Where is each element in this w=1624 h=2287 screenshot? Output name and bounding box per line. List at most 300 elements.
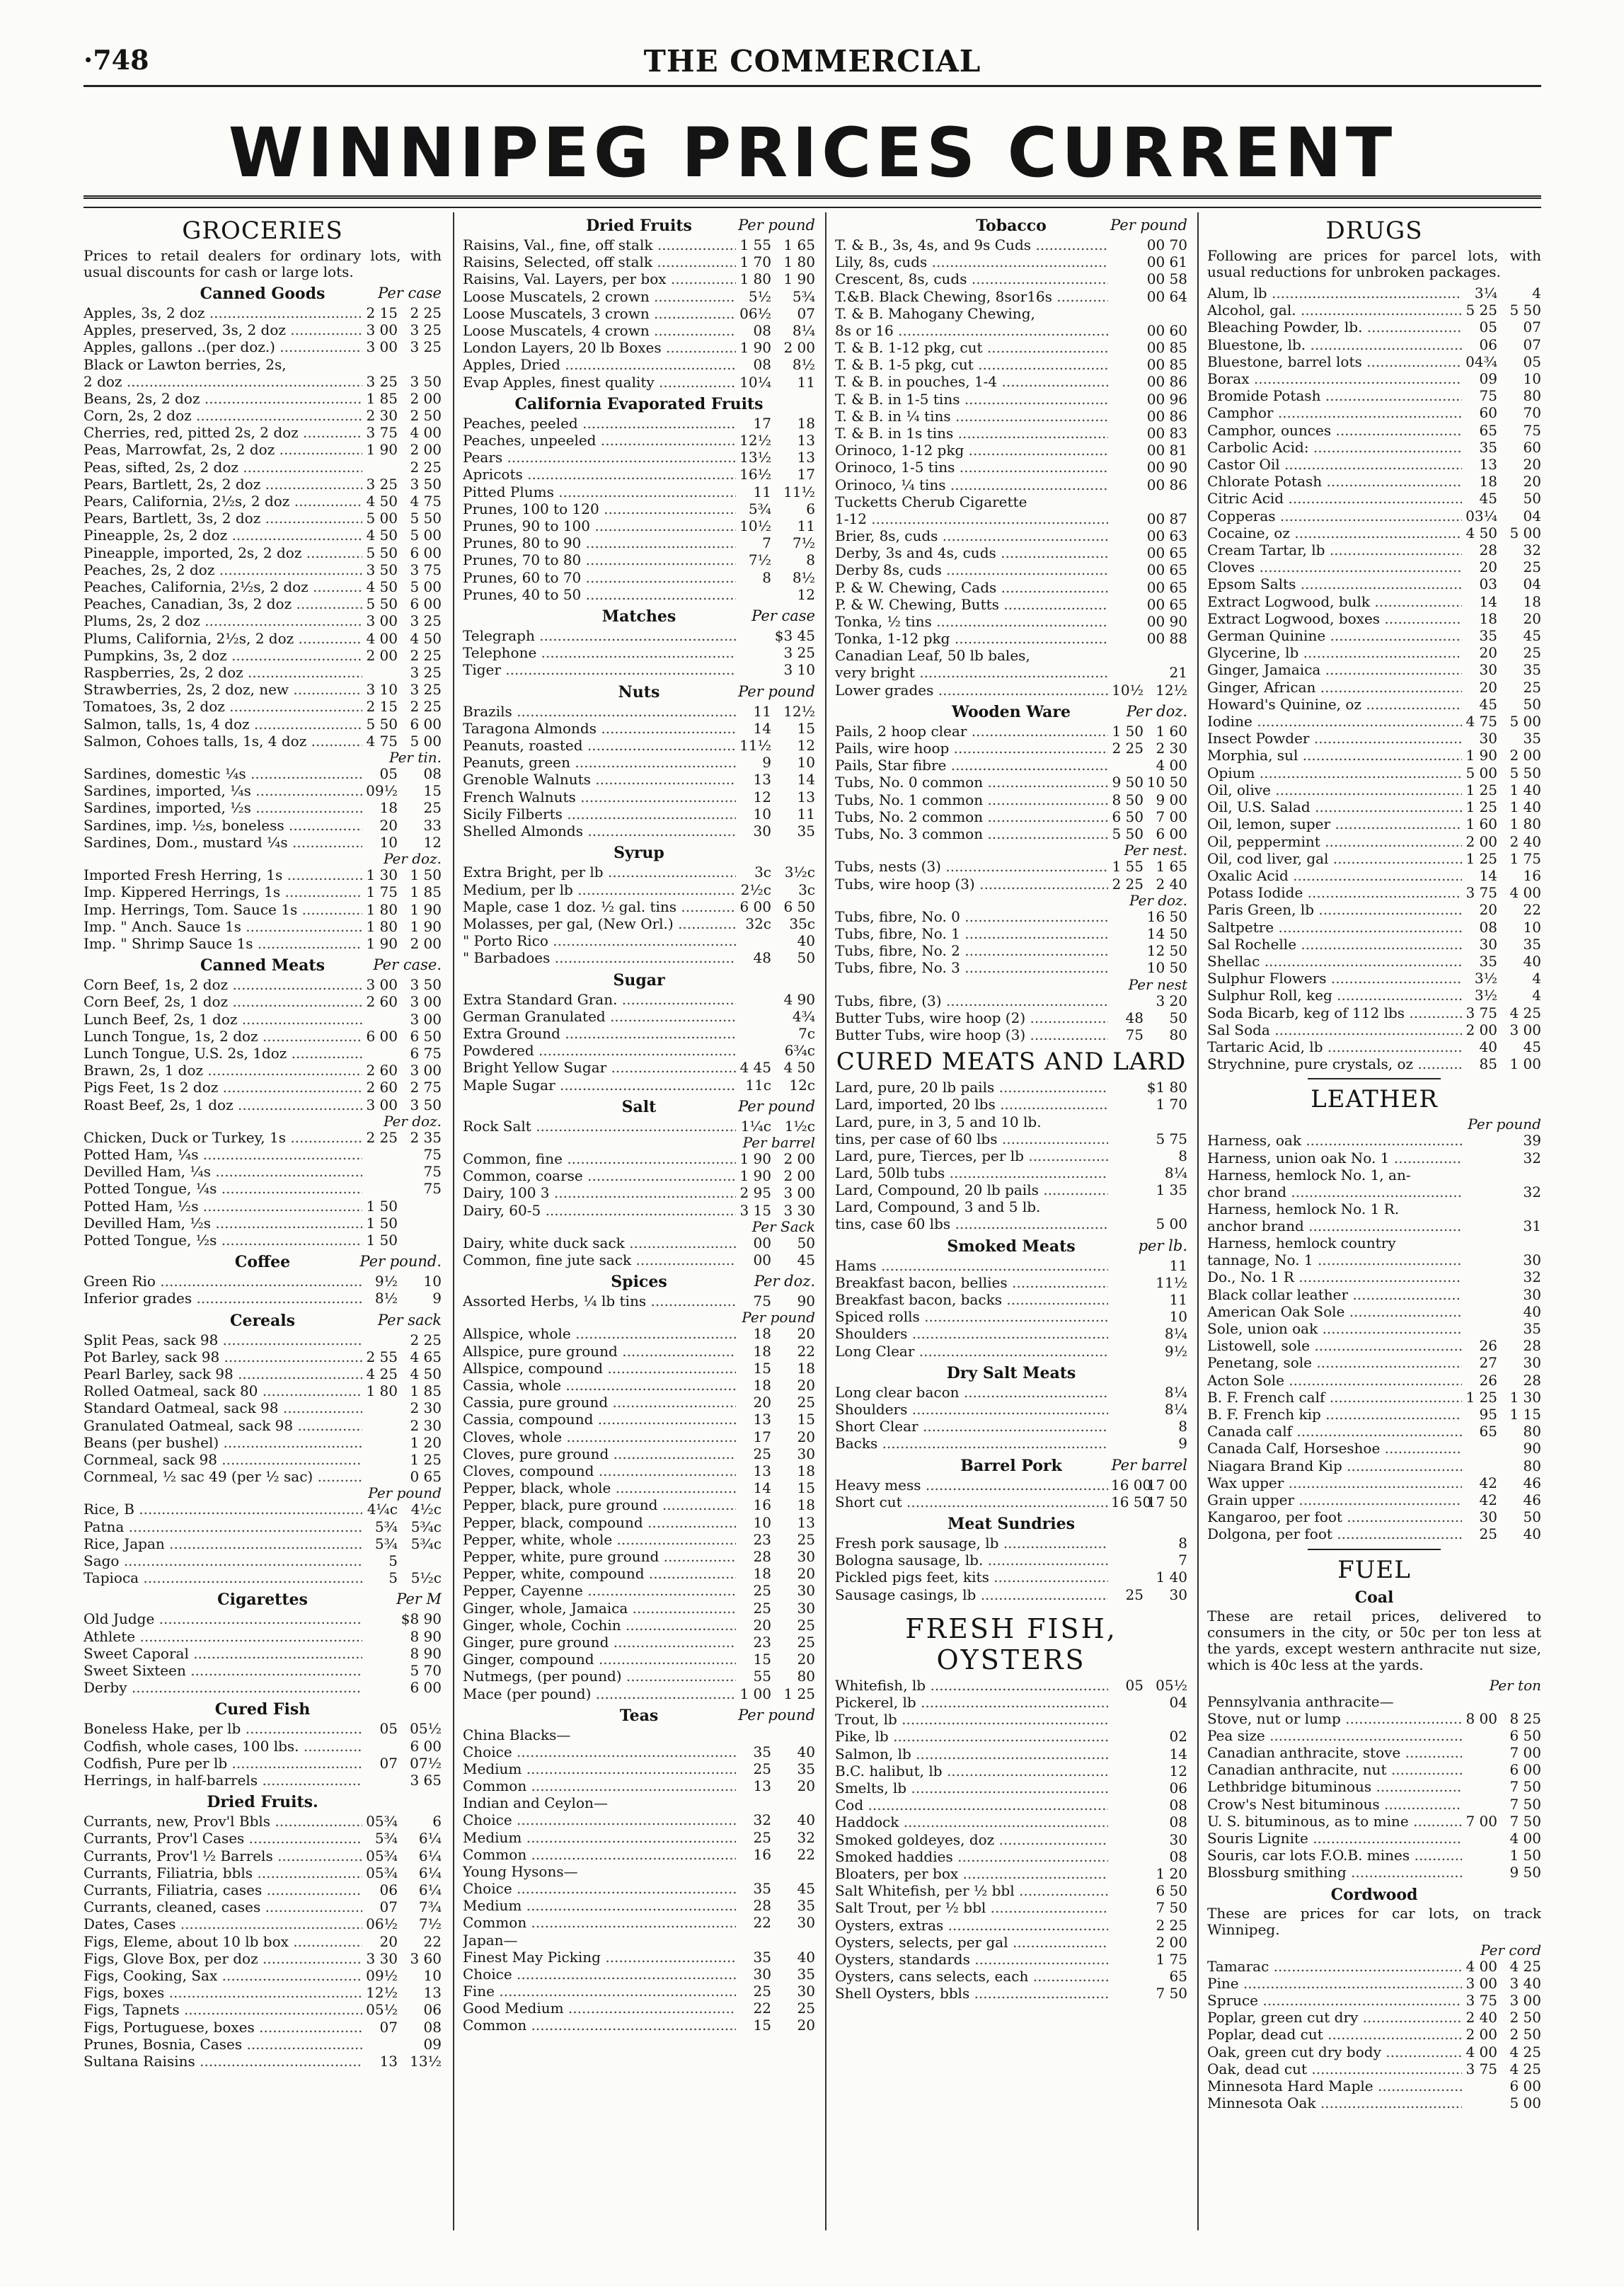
item-name: Sole, union oak .....: [1207, 1320, 1462, 1337]
price-row: [463, 1428, 815, 1445]
price-low: 10½: [739, 517, 771, 535]
price-row: [835, 373, 1187, 390]
price-low: 5 00: [1465, 764, 1497, 781]
price-row: [83, 901, 442, 918]
price-low: 1 55: [1112, 858, 1144, 876]
price-high: 28: [1523, 1371, 1541, 1389]
item-name: Iodine .....: [1207, 713, 1462, 730]
price-high: 50: [1523, 1508, 1541, 1526]
price-high: 1 90: [410, 900, 442, 918]
subsection-title: Dried Fruits.: [207, 1793, 318, 1812]
item-name: Currants, Filiatria, cases .....: [83, 1881, 362, 1898]
item-name: Extra Standard Gran. .....: [463, 991, 736, 1008]
item-name: Tubs, No. 3 common .....: [835, 825, 1108, 842]
price-high: 8¼: [1164, 1325, 1187, 1343]
price-row: [463, 1897, 815, 1914]
price-high: 50: [1523, 490, 1541, 508]
price-high: 6 50: [1156, 1882, 1187, 1900]
item-name: Stove, nut or lump .....: [1207, 1710, 1462, 1727]
price-row: [463, 881, 815, 898]
item-name: Tubs, No. 2 common .....: [835, 808, 1108, 825]
price-row: [463, 932, 815, 949]
item-name: London Layers, 20 lb Boxes .....: [463, 339, 736, 356]
item-name: Figs, Portuguese, boxes .....: [83, 2019, 362, 2036]
price-row: [83, 476, 442, 493]
price-high: 2 25: [410, 304, 442, 321]
item-name: Bromide Potash .....: [1207, 387, 1462, 404]
price-row: [835, 442, 1187, 459]
price-low: 05: [1479, 319, 1497, 336]
price-row: [83, 1468, 442, 1485]
item-name: Bologna sausage, lb. .....: [835, 1552, 1108, 1569]
price-high: 1 80: [1509, 815, 1541, 833]
price-row: [463, 644, 815, 661]
price-row: [835, 858, 1187, 875]
item-name: Dates, Cases .....: [83, 1915, 362, 1932]
unit-label: Per pound: [738, 1706, 815, 1724]
price-high: 32: [1523, 1268, 1541, 1286]
price-row: [835, 1096, 1187, 1113]
item-name: Long Clear .....: [835, 1343, 1108, 1360]
price-row: [463, 771, 815, 788]
price-high: 6 50: [410, 1027, 442, 1045]
subsection-title: Dried Fruits: [586, 217, 692, 235]
item-name: Raisins, Val. Layers, per box .....: [463, 270, 736, 287]
price-row: [83, 493, 442, 510]
price-row: [835, 1813, 1187, 1830]
price-row: [835, 1308, 1187, 1325]
item-name: Wax upper .....: [1207, 1474, 1462, 1491]
unit-label: Per pound: [1110, 217, 1187, 234]
price-row: [463, 1617, 815, 1634]
price-row: [1207, 353, 1541, 370]
item-name: " Porto Rico .....: [463, 932, 736, 949]
price-high: 16 50: [1146, 907, 1187, 925]
price-high: 4 25: [1509, 1957, 1541, 1975]
item-name: Evap Apples, finest quality .....: [463, 374, 736, 391]
price-low: 13: [753, 1777, 771, 1795]
price-low: 1 90: [1465, 747, 1497, 764]
price-low: 00: [753, 1251, 771, 1268]
column-drugs: [1207, 212, 1541, 2230]
price-row: [1207, 1251, 1541, 1268]
item-name: Dolgona, per foot .....: [1207, 1525, 1462, 1542]
price-row: [835, 322, 1187, 339]
item-name: Oil, lemon, super .....: [1207, 815, 1462, 832]
item-name: Spruce .....: [1207, 1992, 1462, 2009]
price-high: 8 90: [410, 1627, 442, 1645]
item-name: tins, per case of 60 lbs .....: [835, 1130, 1108, 1147]
price-high: 22: [797, 1845, 815, 1863]
unit-label: Per case.: [373, 956, 442, 974]
item-name: Pike, lb .....: [835, 1728, 1108, 1745]
price-high: 2 00: [783, 1150, 815, 1167]
price-low: 3¼: [1474, 285, 1497, 302]
item-name: Cream Tartar, lb .....: [1207, 541, 1462, 558]
price-high: 22: [1523, 901, 1541, 919]
price-low: 22: [753, 1914, 771, 1932]
unit-label: Per nest: [1128, 975, 1187, 993]
item-name: Choice .....: [463, 1743, 736, 1760]
price-row: [463, 1394, 815, 1411]
price-row: [83, 510, 442, 527]
price-high: 05: [1523, 352, 1541, 370]
price-high: 00 65: [1146, 544, 1187, 562]
item-name: Oil, U.S. Salad .....: [1207, 798, 1462, 815]
price-row: [463, 1025, 815, 1042]
price-low: 27: [1479, 1354, 1497, 1372]
price-high: 2 75: [410, 1079, 442, 1096]
price-high: 00 65: [1146, 595, 1187, 613]
price-low: 30: [753, 822, 771, 840]
price-low: 2 00: [366, 646, 398, 664]
price-row: [83, 527, 442, 544]
item-name: Imp. Kippered Herrings, 1s .....: [83, 883, 362, 900]
price-low: 18: [379, 799, 398, 817]
price-row: [1207, 2026, 1541, 2043]
price-high: 5 00: [1509, 524, 1541, 541]
item-name: Smoked goldeyes, doz .....: [835, 1831, 1108, 1848]
item-name: Lard, imported, 20 lbs .....: [835, 1096, 1108, 1113]
item-name: Rock Salt .....: [463, 1118, 736, 1135]
price-low: 04¾: [1465, 352, 1497, 370]
price-low: 30: [1479, 935, 1497, 953]
item-name: Canadian anthracite, nut .....: [1207, 1761, 1462, 1778]
price-high: 3 00: [783, 1184, 815, 1202]
price-high: 5 00: [1509, 2094, 1541, 2112]
price-high: 25: [797, 1530, 815, 1548]
item-name: Brawn, 2s, 1 doz .....: [83, 1062, 362, 1079]
price-row: [835, 1535, 1187, 1552]
price-high: 6 00: [410, 595, 442, 613]
price-high: 2 50: [1509, 2009, 1541, 2027]
price-row: [835, 959, 1187, 976]
price-row: [463, 2017, 815, 2034]
item-name: Lunch Beef, 2s, 1 doz .....: [83, 1011, 362, 1028]
price-row: [83, 1535, 442, 1552]
subsection-title: Salt: [621, 1097, 657, 1116]
price-row: [1207, 593, 1541, 610]
price-low: 11: [753, 483, 771, 500]
unit-label: Per sack: [377, 1311, 442, 1329]
price-row: [1207, 575, 1541, 592]
item-name: Oysters, selects, per gal .....: [835, 1934, 1108, 1951]
price-high: 8 90: [410, 1644, 442, 1662]
item-name: Minnesota Hard Maple .....: [1207, 2077, 1462, 2094]
price-high: 1 80: [783, 253, 815, 271]
column-dried-fruits: [463, 212, 815, 2230]
price-high: 75: [1523, 421, 1541, 439]
price-high: 1 75: [1509, 849, 1541, 867]
price-high: 08: [423, 2018, 442, 2036]
price-low: 1 50: [366, 1197, 398, 1215]
price-low: 3 25: [366, 475, 398, 493]
item-name: Potass Iodide .....: [1207, 884, 1462, 901]
price-high: 15: [797, 1479, 815, 1497]
price-high: 8: [1178, 1147, 1187, 1164]
item-name: Fresh pork sausage, lb .....: [835, 1535, 1108, 1552]
price-high: 5½c: [410, 1569, 442, 1587]
item-name: Extra Ground .....: [463, 1025, 736, 1042]
price-row: [835, 1865, 1187, 1882]
price-row: [83, 2053, 442, 2070]
item-name: Powdered .....: [463, 1042, 736, 1059]
unit-label: Per barrel: [742, 1133, 815, 1151]
price-high: 8¼: [1164, 1164, 1187, 1181]
entry-heading: Canadian Leaf, 50 lb bales,: [835, 647, 1030, 665]
price-high: 07: [1523, 319, 1541, 336]
item-name: Imp. " Shrimp Sauce 1s .....: [83, 935, 362, 952]
price-high: 11: [1169, 1256, 1187, 1274]
price-low: 55: [753, 1668, 771, 1685]
item-name: Pepper, black, whole .....: [463, 1479, 736, 1496]
price-row: [1207, 1038, 1541, 1055]
price-row: [83, 1062, 442, 1079]
subsection-title: Matches: [601, 607, 676, 626]
price-row: [83, 1898, 442, 1915]
price-high: 00 64: [1146, 287, 1187, 305]
price-row: [463, 1548, 815, 1565]
price-high: 11½: [783, 483, 815, 500]
price-low: 1 25: [1465, 1388, 1497, 1406]
item-name: Rice, B .....: [83, 1501, 362, 1518]
item-name: Strychnine, pure crystals, oz .....: [1207, 1055, 1462, 1072]
price-high: 11½: [1156, 1273, 1187, 1291]
price-high: 10: [1169, 1308, 1187, 1326]
item-name: Tiger .....: [463, 661, 736, 678]
item-name: Cloves, pure ground .....: [463, 1445, 736, 1462]
subsection-title: Coal: [1354, 1588, 1394, 1607]
subsection-title: Smoked Meats: [947, 1237, 1076, 1256]
price-row: [83, 1864, 442, 1881]
price-row: [83, 1180, 442, 1197]
price-low: 05¾: [366, 1813, 398, 1830]
price-row: [1207, 1813, 1541, 1830]
item-name: Assorted Herbs, ¼ lb tins .....: [463, 1292, 736, 1309]
price-low: 1 90: [366, 934, 398, 952]
section-rule: [1308, 1549, 1441, 1550]
price-row: [463, 1325, 815, 1342]
price-row: [463, 1668, 815, 1685]
price-high: 1 90: [783, 270, 815, 288]
item-name: Haddock .....: [835, 1813, 1108, 1830]
item-name: Loose Muscatels, 3 crown .....: [463, 305, 736, 322]
price-row: [463, 1462, 815, 1479]
price-high: 07: [1523, 336, 1541, 353]
item-name: Shellac .....: [1207, 953, 1462, 970]
item-name: Finest May Picking .....: [463, 1949, 736, 1966]
item-name: Sweet Caporal .....: [83, 1645, 362, 1662]
price-low: 35: [1479, 438, 1497, 456]
item-name: Extra Bright, per lb .....: [463, 864, 736, 881]
price-row: [1207, 2094, 1541, 2111]
price-high: 22: [797, 1342, 815, 1360]
price-low: 4 00: [1465, 1957, 1497, 1975]
price-high: 3 25: [410, 664, 442, 682]
item-name: Pickerel, lb .....: [835, 1694, 1108, 1711]
item-name: Sweet Sixteen .....: [83, 1662, 362, 1679]
price-low: 3 00: [366, 321, 398, 339]
price-high: 6 00: [410, 1737, 442, 1755]
item-name: Common .....: [463, 1914, 736, 1931]
price-row: [83, 1772, 442, 1789]
item-name: Medium .....: [463, 1897, 736, 1914]
price-low: 20: [1479, 901, 1497, 919]
price-low: 1 25: [1465, 849, 1497, 867]
price-row: [1207, 1406, 1541, 1423]
item-name: Alum, lb .....: [1207, 285, 1462, 302]
price-row: [835, 1274, 1187, 1291]
item-name: Peanuts, roasted .....: [463, 737, 736, 754]
price-row: [1207, 1337, 1541, 1354]
price-high: 9: [432, 1290, 442, 1307]
item-name: Sulphur Flowers .....: [1207, 970, 1462, 987]
column-tobacco: [835, 212, 1187, 2230]
price-high: 45: [797, 1251, 815, 1268]
price-row: [835, 1985, 1187, 2002]
price-high: 46: [1523, 1474, 1541, 1491]
price-row: [463, 236, 815, 253]
price-low: 9 50: [1112, 774, 1144, 791]
price-row: [463, 1411, 815, 1428]
price-high: 7 50: [1156, 1985, 1187, 2002]
price-low: 6 00: [366, 1027, 398, 1045]
price-high: 25: [1523, 678, 1541, 696]
price-row: [1207, 1958, 1541, 1975]
price-high: 80: [1523, 1457, 1541, 1474]
item-name: Poplar, green cut dry .....: [1207, 2009, 1462, 2026]
price-high: 4 25: [1509, 2043, 1541, 2060]
price-low: 9½: [374, 1273, 398, 1290]
price-high: 1 25: [410, 1450, 442, 1468]
price-high: 20: [797, 1565, 815, 1583]
item-name: T. & B., 3s, 4s, and 9s Cuds .....: [835, 236, 1108, 253]
price-low: 11½: [739, 737, 771, 755]
price-row: [83, 1028, 442, 1045]
price-low: 10: [753, 805, 771, 822]
price-high: 20: [797, 1651, 815, 1668]
price-row: [835, 356, 1187, 373]
price-high: 00 61: [1146, 253, 1187, 271]
price-row: [83, 1881, 442, 1898]
price-row: [835, 1164, 1187, 1181]
price-high: 8¼: [1164, 1400, 1187, 1418]
subsection-title: Barrel Pork: [960, 1456, 1062, 1475]
item-name: Granulated Oatmeal, sack 98 .....: [83, 1417, 362, 1434]
price-row: [835, 459, 1187, 476]
entry-heading: Harness, hemlock No. 1 R.: [1207, 1200, 1400, 1217]
price-high: 3 25: [410, 321, 442, 339]
item-name: Dairy, white duck sack .....: [463, 1234, 736, 1251]
price-row: [463, 1565, 815, 1582]
price-high: 3 50: [410, 372, 442, 390]
price-high: 30: [797, 1582, 815, 1600]
price-high: 1 65: [783, 236, 815, 253]
price-high: 20: [797, 1376, 815, 1394]
price-high: 80: [1523, 1423, 1541, 1440]
item-name: Lard, pure, Tierces, per lb .....: [835, 1147, 1108, 1164]
price-row: [1207, 1372, 1541, 1389]
item-name: Potted Tongue, ½s .....: [83, 1232, 362, 1249]
price-low: 06½: [739, 304, 771, 322]
item-name: Imp. Herrings, Tom. Sauce 1s .....: [83, 901, 362, 918]
price-row: [835, 339, 1187, 356]
price-high: 30: [797, 1983, 815, 2000]
price-high: 1 40: [1156, 1569, 1187, 1586]
price-low: 85: [1479, 1055, 1497, 1073]
price-row: [835, 1694, 1187, 1711]
price-row: [83, 817, 442, 834]
price-high: 40: [797, 1743, 815, 1760]
price-high: 6: [806, 500, 815, 517]
subsection-wooden-ware: [835, 703, 1187, 721]
price-high: 1 50: [1509, 1847, 1541, 1864]
price-low: 16½: [739, 466, 771, 483]
price-high: 4¾: [792, 1007, 815, 1025]
price-row: [83, 441, 442, 458]
price-low: 3 00: [366, 1096, 398, 1113]
headline-rule-thin: [83, 207, 1541, 208]
price-high: 00 65: [1146, 578, 1187, 596]
price-row: [463, 449, 815, 466]
price-row: [83, 1662, 442, 1679]
price-high: 3 50: [410, 475, 442, 493]
price-row: [1207, 1508, 1541, 1525]
price-high: 80: [1523, 387, 1541, 405]
price-high: 2 30: [410, 1399, 442, 1417]
item-name: Prunes, 40 to 50 .....: [463, 586, 736, 603]
item-name: Loose Muscatels, 4 crown .....: [463, 322, 736, 339]
item-name: Raisins, Val., fine, off stalk .....: [463, 236, 736, 253]
price-low: 30: [1479, 661, 1497, 679]
item-name: Raisins, Selected, off stalk .....: [463, 253, 736, 270]
item-name: Sardines, imported, ½s .....: [83, 799, 362, 816]
price-row: [1207, 2077, 1541, 2094]
entry-heading: T. & B. Mahogany Chewing,: [835, 304, 1035, 322]
subsection-coffee: [83, 1253, 442, 1271]
item-name: Niagara Brand Kip .....: [1207, 1457, 1462, 1474]
price-row: [463, 737, 815, 754]
item-name: Standard Oatmeal, sack 98 .....: [83, 1399, 362, 1416]
price-low: 10½: [1112, 681, 1144, 699]
item-name: German Granulated .....: [463, 1008, 736, 1025]
price-high: 35: [1523, 1319, 1541, 1337]
price-low: 25: [1479, 1525, 1497, 1543]
item-name: Cocaine, oz .....: [1207, 525, 1462, 541]
price-row: [83, 407, 442, 424]
price-high: 8: [1178, 1418, 1187, 1435]
item-name: Shell Oysters, bbls .....: [835, 1985, 1108, 2002]
price-row: [1207, 508, 1541, 525]
item-name: Pepper, Cayenne .....: [463, 1582, 736, 1599]
price-high: 8: [806, 551, 815, 569]
subsection-title: Canned Goods: [200, 285, 326, 303]
price-high: 7¾: [418, 1898, 442, 1916]
price-high: 2 40: [1156, 875, 1187, 893]
entry-heading: Indian and Ceylon—: [463, 1794, 608, 1812]
price-row: [1207, 404, 1541, 421]
price-row: [83, 1382, 442, 1399]
price-row: [83, 1738, 442, 1755]
price-low: 1¼c: [740, 1117, 771, 1135]
price-high: 2 00: [1156, 1933, 1187, 1951]
item-name: Peaches, 2s, 2 doz .....: [83, 561, 362, 578]
item-name: 1-12 .....: [835, 510, 1108, 527]
price-low: 5 50: [366, 595, 398, 613]
price-high: 1 70: [1156, 1096, 1187, 1113]
unit-label: Per ton: [1489, 1676, 1541, 1694]
price-high: 6 00: [1156, 825, 1187, 843]
